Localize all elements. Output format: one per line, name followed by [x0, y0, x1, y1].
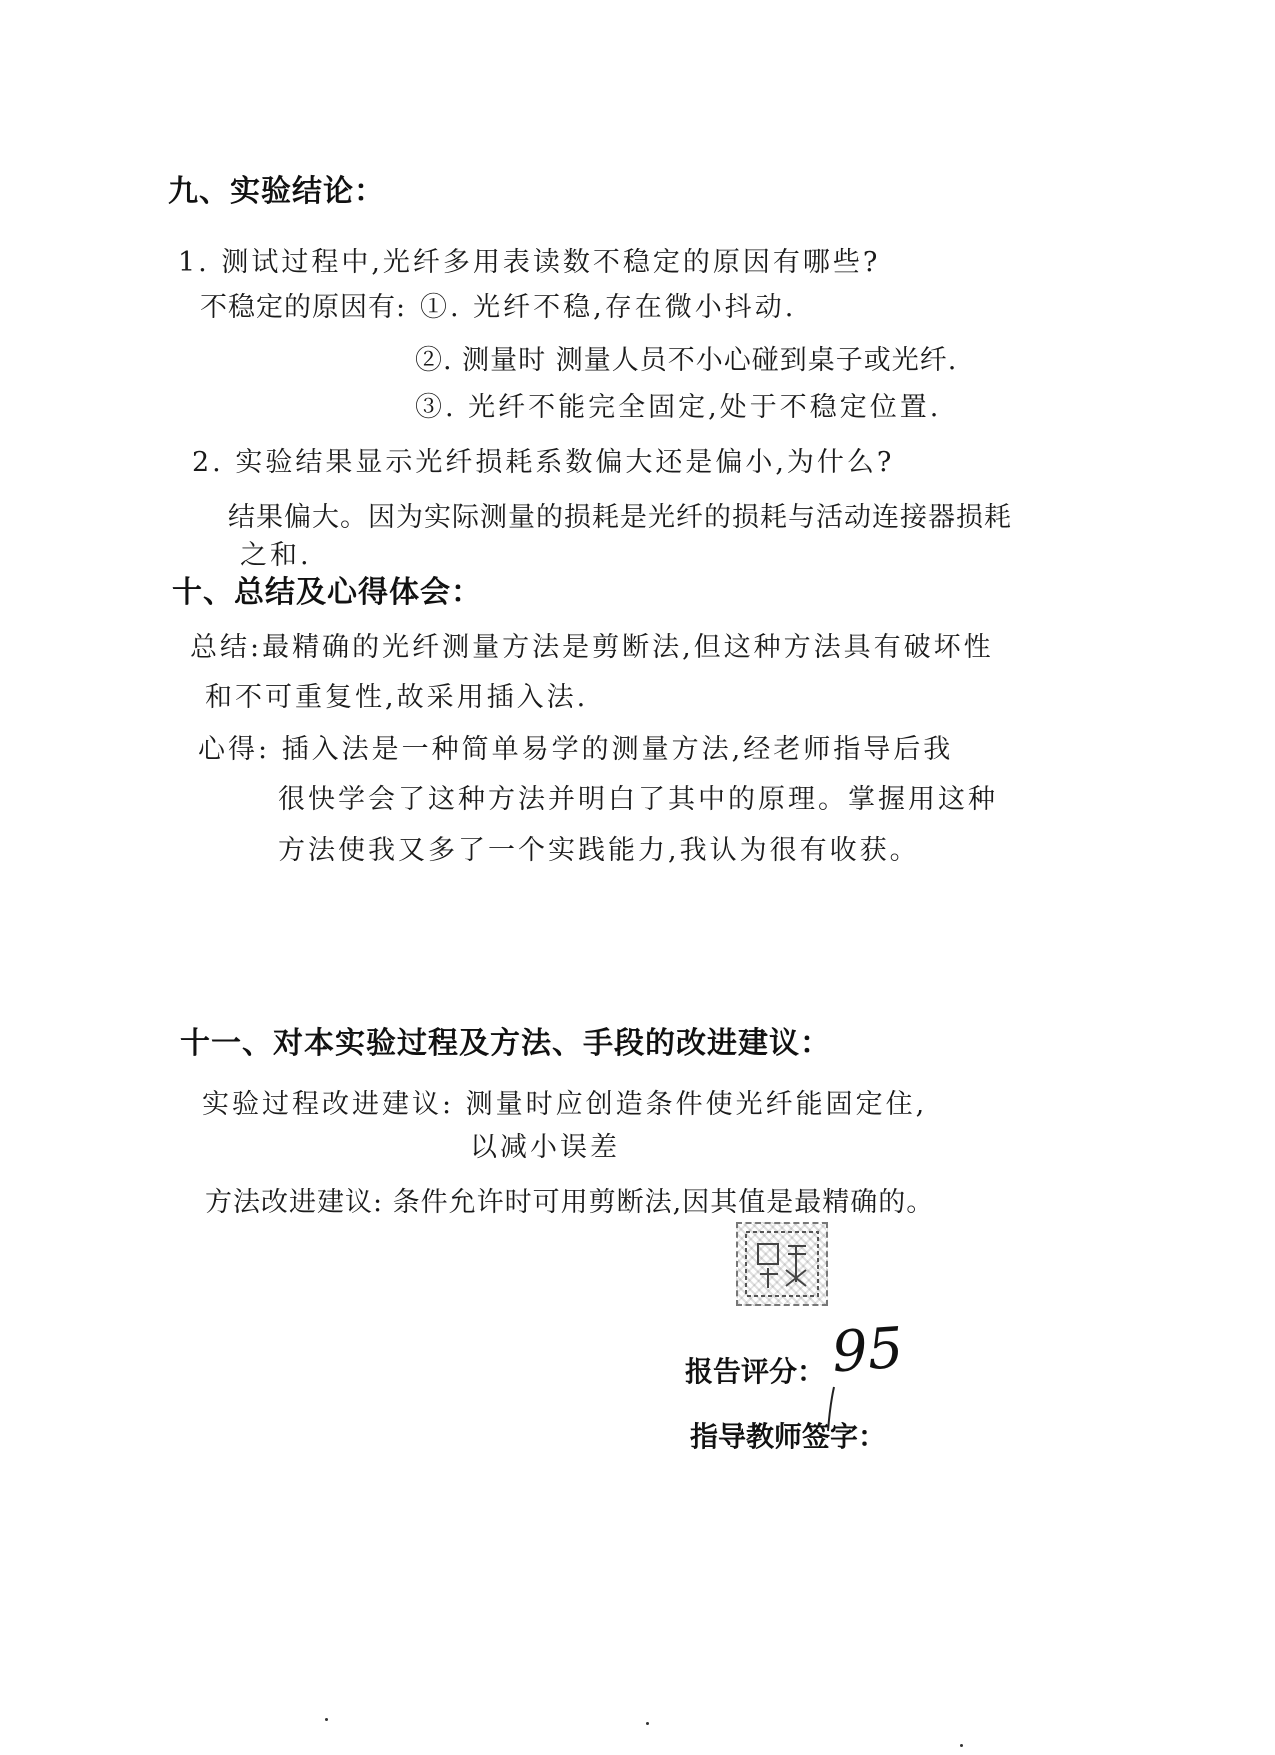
question-1-answer-1: ①. 光纤不稳,存在微小抖动. — [420, 292, 797, 323]
seal-stamp — [736, 1222, 828, 1306]
seal-stamp-pattern — [738, 1224, 826, 1304]
question-1: 1. 测试过程中,光纤多用表读数不稳定的原因有哪些? — [178, 247, 881, 278]
question-1-answer-2: ②. 测量时 测量人员不小心碰到桌子或光纤. — [415, 345, 958, 376]
summary-line-2: 和不可重复性,故采用插入法. — [205, 682, 589, 713]
scan-speck — [325, 1718, 328, 1721]
section-10-heading: 十、总结及心得体会： — [172, 575, 482, 610]
insight-line-1: 心得: 插入法是一种简单易学的测量方法,经老师指导后我 — [198, 734, 954, 765]
process-suggestion-line-1: 实验过程改进建议: 测量时应创造条件使光纤能固定住, — [202, 1089, 928, 1120]
method-suggestion-line: 方法改进建议: 条件允许时可用剪断法,因其值是最精确的。 — [205, 1187, 935, 1218]
question-1-answer-3: ③. 光纤不能完全固定,处于不稳定位置. — [415, 392, 942, 423]
process-suggestion-line-2: 以减小误差 — [470, 1132, 620, 1163]
insight-line-3: 方法使我又多了一个实践能力,我认为很有收获。 — [278, 835, 920, 866]
teacher-signature-label: 指导教师签字： — [690, 1420, 887, 1453]
question-2-answer-line-1: 结果偏大。因为实际测量的损耗是光纤的损耗与活动连接器损耗 — [228, 502, 1012, 533]
insight-line-2: 很快学会了这种方法并明白了其中的原理。掌握用这种 — [278, 784, 998, 815]
scan-speck — [646, 1722, 649, 1725]
question-1-answer-label: 不稳定的原因有: — [200, 292, 407, 323]
question-2-answer-line-2: 之和. — [240, 540, 312, 571]
section-9-heading: 九、实验结论： — [168, 174, 385, 209]
summary-line-1: 总结:最精确的光纤测量方法是剪断法,但这种方法具有破坏性 — [190, 632, 994, 663]
section-11-heading: 十一、对本实验过程及方法、手段的改进建议： — [180, 1026, 831, 1061]
score-label: 报告评分： — [685, 1355, 826, 1388]
signature-stroke — [820, 1385, 840, 1435]
score-value: 95 — [829, 1315, 906, 1386]
scan-speck — [960, 1744, 963, 1747]
question-2: 2. 实验结果显示光纤损耗系数偏大还是偏小,为什么? — [192, 447, 895, 478]
